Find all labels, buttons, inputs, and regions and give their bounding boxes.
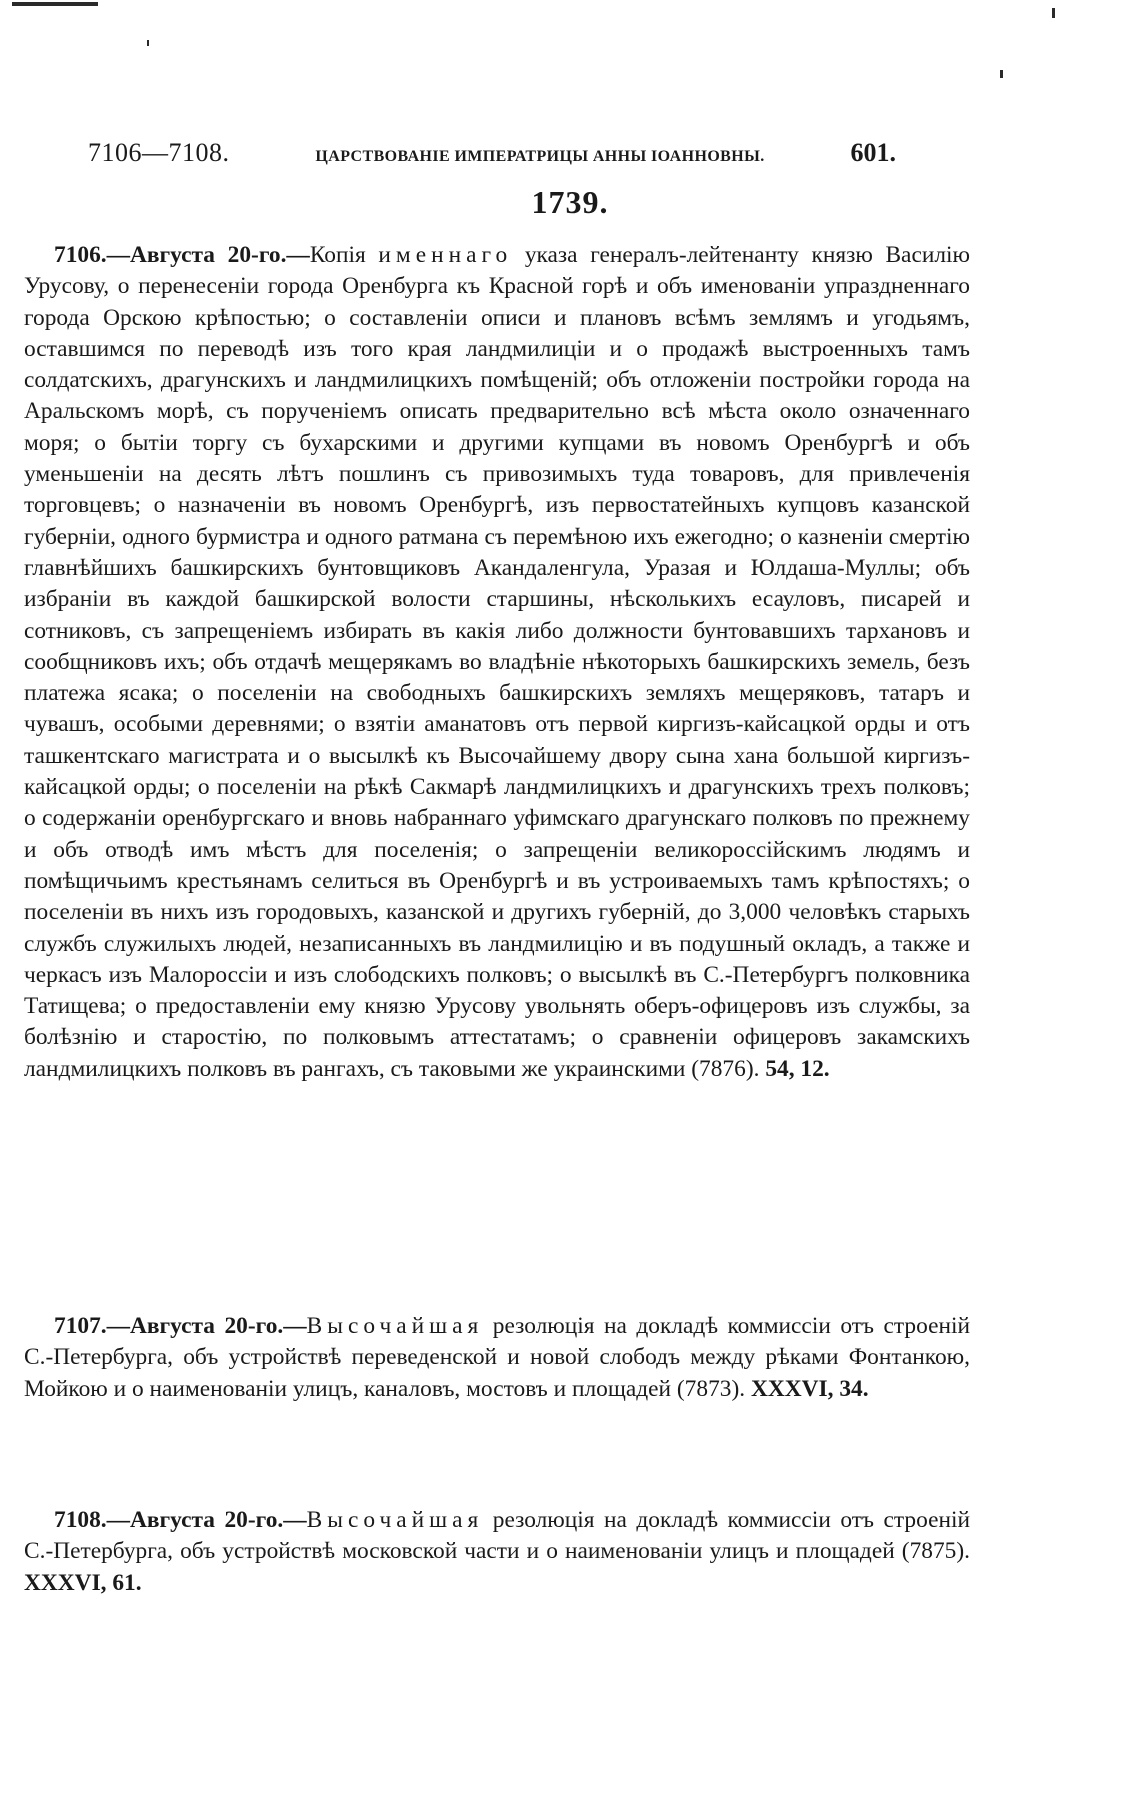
document-type-spaced: именнаго: [378, 242, 513, 268]
document-type-suffix: резолюція: [483, 1507, 595, 1533]
running-title: ЦАРСТВОВАНІЕ ИМПЕРАТРИЦЫ АННЫ ІОАННОВНЫ.: [315, 148, 765, 165]
volume-reference: XXXVI, 61.: [24, 1569, 142, 1596]
entry-date: —Августа 20-го.—: [106, 1507, 307, 1533]
scan-edge-mark: [12, 2, 98, 6]
law-entry: [24, 1311, 970, 1405]
law-number-range: 7106—7108.: [88, 138, 230, 167]
volume-reference: XXXVI, 34.: [750, 1375, 869, 1402]
document-type-spaced: Высочайшая: [306, 1507, 484, 1533]
entry-number: 7106.: [54, 242, 107, 268]
law-entry: [24, 1505, 970, 1599]
entry-text: на докладѣ коммиссіи отъ строеній С.-Петербурга, объ устройствѣ московской части и о наименованіи улицъ и площадей (7875).: [24, 1507, 970, 1565]
volume-reference: 54, 12.: [765, 1055, 830, 1082]
page-number: 601.: [850, 138, 896, 167]
scan-speck: [1000, 70, 1003, 78]
document-type-suffix: резолюція: [483, 1313, 595, 1339]
law-entry: [24, 240, 970, 1085]
scan-speck: [147, 40, 149, 46]
entry-date: —Августа 20-го.—: [106, 242, 310, 268]
document-type-suffix: указа: [512, 242, 578, 268]
running-header: [88, 138, 896, 172]
entry-number: 7108.: [54, 1507, 107, 1533]
scan-speck: [1052, 8, 1055, 18]
document-type: Копія: [309, 242, 379, 268]
entry-text: на докладѣ коммиссіи отъ строеній С.-Петербурга, объ устройствѣ переведенской и новой слободъ между рѣками Фонтанкою, Мойкою и о наименованіи улицъ, каналовъ, мостовъ и площадей (7873).: [24, 1313, 970, 1402]
entry-date: —Августа 20-го.—: [106, 1313, 307, 1339]
entry-number: 7107.: [54, 1313, 107, 1339]
year-heading: 1739.: [531, 184, 609, 220]
document-type-spaced: Высочайшая: [306, 1313, 484, 1339]
entry-text: генералъ-лейтенанту князю Василію Урусову, о перенесеніи города Оренбурга къ Красной горѣ и объ именованіи упраздненнаго города Орскою крѣпостью; о составленіи описи и плановъ всѣмъ землямъ и угодьямъ, оставшимся по переводѣ изъ того края ландмилиціи и о продажѣ выстроенныхъ тамъ солдатскихъ, драгунскихъ и ландмилицкихъ помѣщеній; объ отложеніи постройки города на Аральскомъ морѣ, съ порученіемъ описать предварительно всѣ мѣста около означеннаго моря; о бытіи торгу съ бухарскими и другими купцами въ новомъ Оренбургѣ и объ уменьшеніи на десять лѣтъ пошлинъ съ привозимыхъ туда товаровъ, для привлеченія торговцевъ; о назначеніи въ новомъ Оренбургѣ, изъ первостатейныхъ купцовъ казанской губерніи, одного бурмистра и одного ратмана съ перемѣною ихъ ежегодно; о казненіи смертію главнѣйшихъ башкирскихъ бунтовщиковъ Акандаленгула, Уразая и Юлдаша-Муллы; объ избраніи въ каждой башкирской волости старшины, нѣсколькихъ есауловъ, писарей и сотниковъ, съ запрещеніемъ избирать въ какія либо должности бунтовавшихъ тархановъ и сообщниковъ ихъ; объ отдачѣ мещерякамъ во владѣніе нѣкоторыхъ башкирскихъ земель, безъ платежа ясака; о поселеніи на свободныхъ башкирскихъ земляхъ мещеряковъ, татаръ и чувашъ, особыми деревнями; о взятіи аманатовъ отъ первой киргизъ-кайсацкой орды и отъ ташкентскаго магистрата и о высылкѣ къ Высочайшему двору сына хана большой киргизъ-кайсацкой орды; о поселеніи на рѣкѣ Сакмарѣ ландмилицкихъ и драгунскихъ трехъ полковъ; о содержаніи оренбургскаго и вновь набраннаго уфимскаго драгунскаго полковъ по прежнему и объ отводѣ имъ мѣстъ для поселенія; о запрещеніи великороссійскимъ людямъ и помѣщичьимъ крестьянамъ селиться въ Оренбургѣ и въ устроиваемыхъ тамъ крѣпостяхъ; о поселеніи въ нихъ изъ городовыхъ, казанской и другихъ губерній, до 3,000 человѣкъ старыхъ службъ служилыхъ людей, незаписанныхъ въ ландмилицію и въ подушный окладъ, а также и черкасъ изъ Малороссіи и изъ слободскихъ полковъ; о высылкѣ въ С.-Петербургъ полковника Татищева; о предоставленіи ему князю Урусову увольнять оберъ-офицеровъ изъ службы, за болѣзнію и старостію, по полковымъ аттестатамъ; о сравненіи офицеровъ закамскихъ ландмилицкихъ полковъ въ рангахъ, съ таковыми же украинскими (7876).: [24, 242, 970, 1082]
